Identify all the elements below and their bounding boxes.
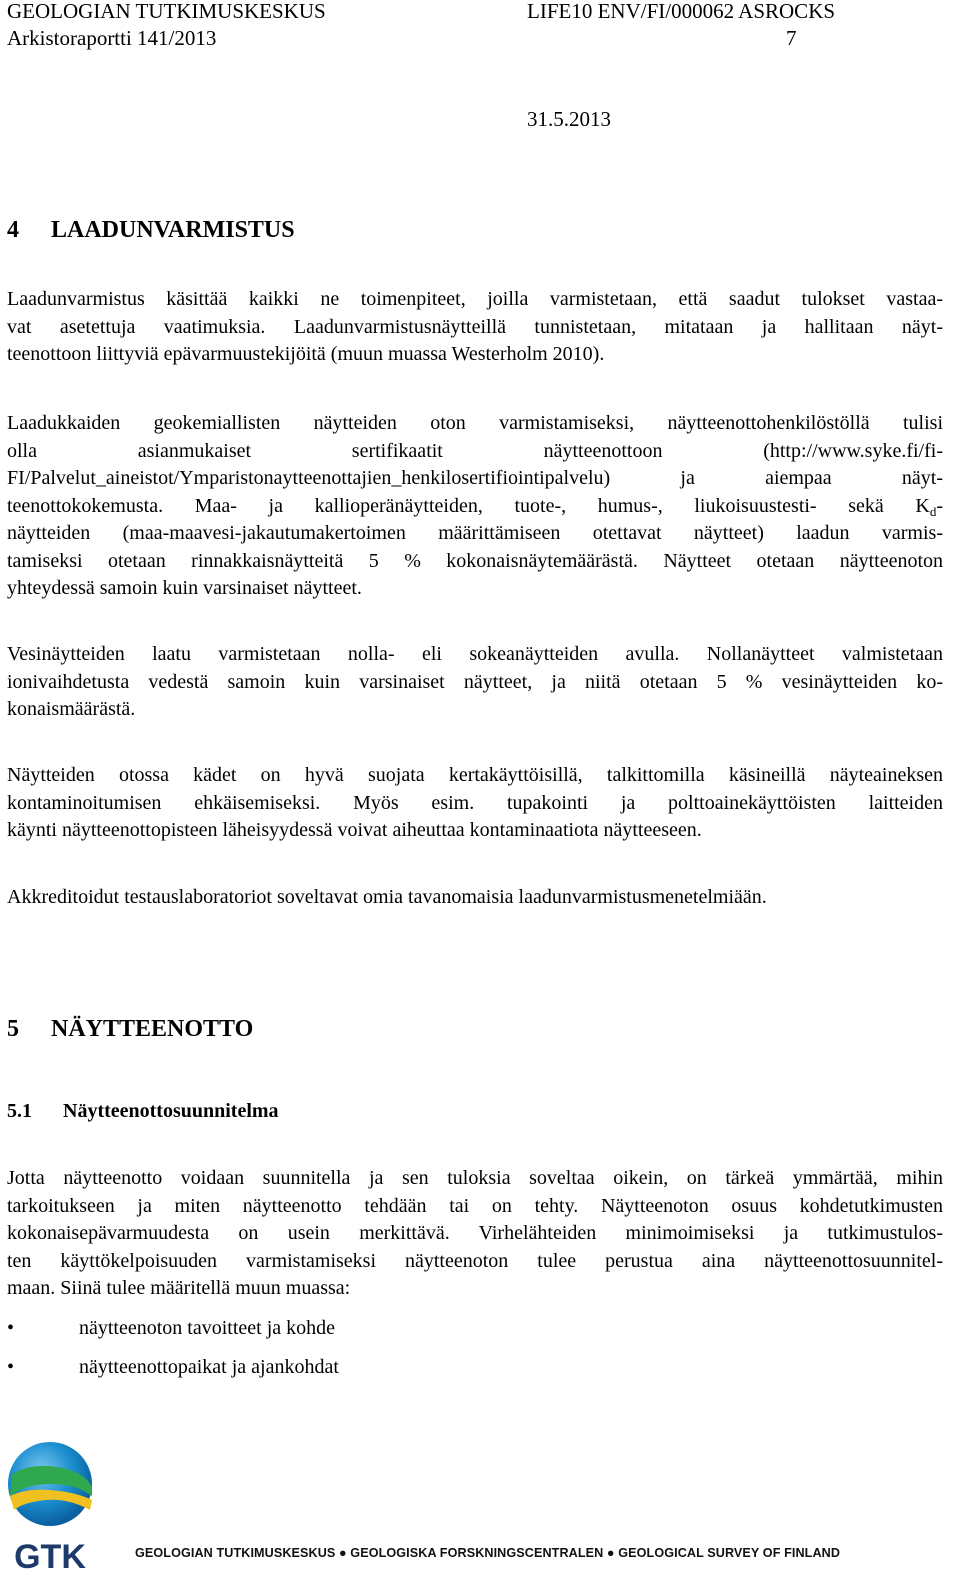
paragraph-quality-assurance-definition [7,286,943,369]
section-number: 4 [7,217,19,243]
text-line-kd [7,493,943,521]
text-line: tamiseksi otetaan rinnakkaisnäytteitä 5 % kokonaisnäytemäärästä. Näytteet otetaan näytteenoton [7,549,943,572]
text-line: FI/Palvelut_aineistot/Ymparistonaytteenottajien_henkilosertifiointipalvelu) ja aiempaa näyt- [7,467,943,489]
section-5-heading [7,1015,253,1043]
text-line: Laadunvarmistus käsittää kaikki ne toimenpiteet, joilla varmistetaan, että saadut tulokset vastaa- [7,288,943,310]
text-line: Jotta näytteenotto voidaan suunnitella ja sen tuloksia soveltaa oikein, on tärkeä ymmärtää, mihin [7,1167,943,1189]
header-organization: GEOLOGIAN TUTKIMUSKESKUS [7,0,326,23]
kd-subscript: d [929,503,937,519]
header-date: 31.5.2013 [527,107,611,131]
text-line: Vesinäytteiden laatu varmistetaan nolla- eli sokeanäytteiden avulla. Nollanäytteet valmistetaan [7,643,943,665]
text-line: olla asianmukaiset sertifikaatit näytteenottoon (http://www.syke.fi/fi- [7,439,943,462]
list-item-text: näytteenottopaikat ja ajankohdat [79,1356,339,1378]
gtk-logo [6,1440,94,1590]
text-line: Näytteiden otossa kädet on hyvä suojata kertakäyttöisillä, talkittomilla käsineillä näyteaineksen [7,764,943,786]
text-line: teenottoon liittyviä epävarmuustekijöitä (muun muassa Westerholm 2010). [7,343,605,365]
text-line: kokonaisepävarmuudesta on usein merkittävä. Virhelähteiden minimoimiseksi ja tutkimustulos- [7,1222,943,1244]
subsection-title: Näytteenottosuunnitelma [63,1100,279,1122]
text-line: maan. Siinä tulee määritellä muun muassa: [7,1277,351,1299]
paragraph-accredited-labs [7,884,943,912]
text-line: Akkreditoidut testauslaboratoriot soveltavat omia tavanomaisia laadunvarmistusmenetelmiään. [7,886,767,908]
text-fragment: - [936,494,943,517]
bullet-icon: • [7,1317,15,1339]
text-line: kontaminoitumisen ehkäisemiseksi. Myös esim. tupakointi ja polttoainekäyttöisten laitteiden [7,791,943,814]
text-fragment: teenottokokemusta. Maa- ja kallioperänäytteiden, tuote-, humus-, liukoisuustesti- sekä K [7,494,930,517]
footer-agencies: GEOLOGIAN TUTKIMUSKESKUS ● GEOLOGISKA FORSKNINGSCENTRALEN ● GEOLOGICAL SURVEY OF FINLAND [135,1546,841,1560]
text-line: käynti näytteenottopisteen läheisyydessä voivat aiheuttaa kontaminaatiota näytteeseen. [7,819,702,841]
text-line: vat asetettuja vaatimuksia. Laadunvarmistusnäytteillä tunnistetaan, mitataan ja hallitaan näyt- [7,315,943,338]
section-4-heading [7,216,295,244]
paragraph-water-samples [7,641,943,724]
text-line: Laadukkaiden geokemiallisten näytteiden oton varmistamiseksi, näytteenottohenkilöstöllä tulisi [7,412,943,434]
text-line: ten käyttökelpoisuuden varmistamiseksi näytteenoton tulee perustua aina näytteenottosuunnitel- [7,1249,943,1272]
text-line: näytteiden (maa-maavesi-jakautumakertoimen määrittämiseen otettavat näytteet) laadun varmis- [7,522,943,544]
paragraph-contamination [7,762,943,845]
section-title: LAADUNVARMISTUS [51,217,295,243]
text-line: ionivaihdetusta vedestä samoin kuin varsinaiset näytteet, ja niitä otetaan 5 % vesinäytteiden ko- [7,670,943,693]
text-line: tarkoitukseen ja miten näytteenotto tehdään tai on tehty. Näytteenoton osuus kohdetutkimusten [7,1194,943,1217]
section-number: 5 [7,1016,19,1042]
paragraph-sampling-plan [7,1165,943,1303]
section-title: NÄYTTEENOTTO [51,1016,254,1042]
logo-text: GTK [14,1538,86,1576]
text-line: yhteydessä samoin kuin varsinaiset näytteet. [7,577,362,599]
paragraph-sampling-personnel [7,410,943,603]
list-item [7,1315,335,1342]
header-page-number: 7 [786,26,797,50]
text-line: konaismäärästä. [7,698,136,720]
subsection-5-1-heading [7,1099,279,1123]
list-item-text: näytteenoton tavoitteet ja kohde [79,1317,336,1339]
header-project-code: LIFE10 ENV/FI/000062 ASROCKS [527,0,836,23]
subsection-number: 5.1 [7,1100,32,1122]
header-report-number: Arkistoraportti 141/2013 [7,26,217,50]
bullet-icon: • [7,1356,15,1378]
list-item [7,1354,339,1381]
